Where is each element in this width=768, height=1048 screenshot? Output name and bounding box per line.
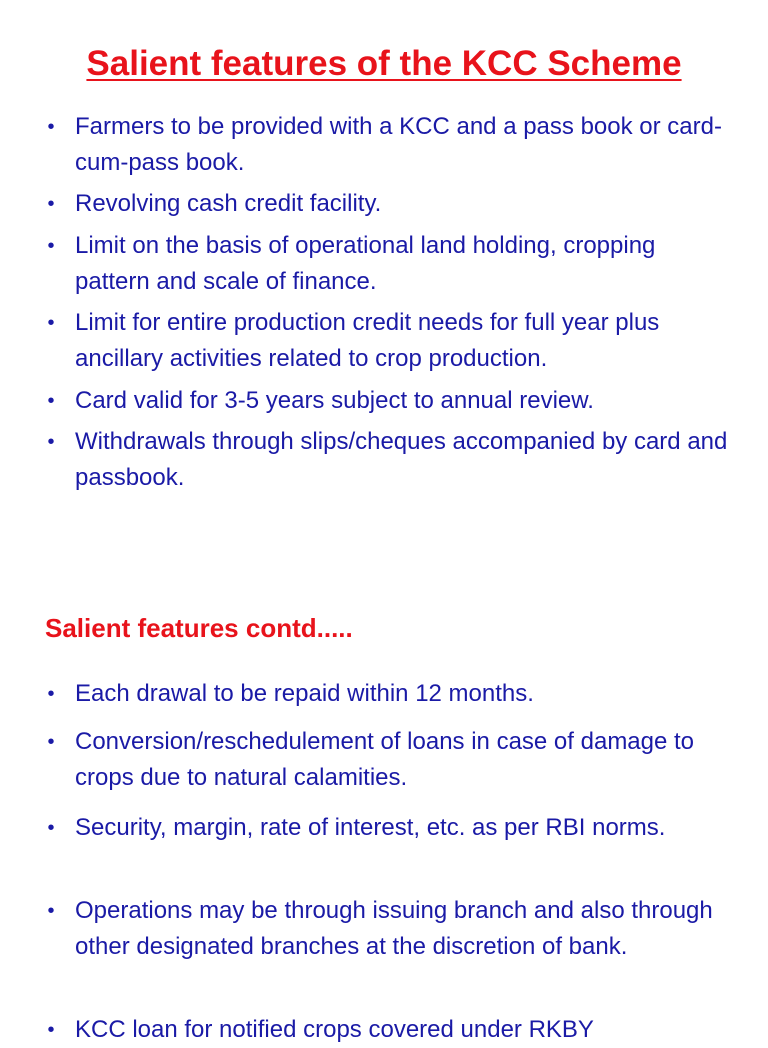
- list-item-text: Withdrawals through slips/cheques accompanied by card and passbook.: [75, 428, 728, 491]
- bullet-icon: •: [47, 731, 55, 753]
- bullet-icon: •: [47, 116, 55, 138]
- bullet-icon: •: [47, 900, 55, 922]
- list-item-text: Limit for entire production credit needs for full year plus ancillary activities related to crop production.: [75, 309, 660, 372]
- bullet-icon: •: [47, 312, 55, 334]
- list-item: [47, 228, 735, 300]
- list-item: [47, 810, 735, 846]
- section-title: Salient features contd.....: [45, 613, 353, 643]
- page-title: Salient features of the KCC Scheme: [86, 44, 682, 83]
- list-item-text: Operations may be through issuing branch and also through other designated branches at the discretion of bank.: [75, 897, 713, 960]
- list-item: [47, 424, 735, 496]
- list-item: [47, 676, 735, 712]
- list-item: [47, 724, 735, 796]
- bullet-icon: •: [47, 431, 55, 453]
- bullet-icon: •: [47, 235, 55, 257]
- list-item: [47, 893, 735, 965]
- list-item-text: Revolving cash credit facility.: [75, 190, 382, 217]
- list-item: [47, 305, 735, 377]
- list-item: [47, 383, 735, 419]
- list-item-text: Each drawal to be repaid within 12 months.: [75, 680, 534, 707]
- list-item: [47, 109, 735, 181]
- list-item-text: Farmers to be provided with a KCC and a pass book or card-cum-pass book.: [75, 113, 722, 176]
- bullet-icon: •: [47, 390, 55, 412]
- list-item: [47, 186, 735, 222]
- bullet-icon: •: [47, 817, 55, 839]
- list-item: [47, 1012, 735, 1048]
- list-item-text: KCC loan for notified crops covered under RKBY: [75, 1016, 594, 1043]
- list-item-text: Conversion/reschedulement of loans in case of damage to crops due to natural calamities.: [75, 728, 695, 791]
- list-item-text: Card valid for 3-5 years subject to annual review.: [75, 387, 594, 414]
- bullet-icon: •: [47, 1019, 55, 1041]
- bullet-icon: •: [47, 193, 55, 215]
- list-item-text: Limit on the basis of operational land holding, cropping pattern and scale of finance.: [75, 232, 656, 295]
- bullet-icon: •: [47, 683, 55, 705]
- list-item-text: Security, margin, rate of interest, etc. as per RBI norms.: [75, 814, 666, 841]
